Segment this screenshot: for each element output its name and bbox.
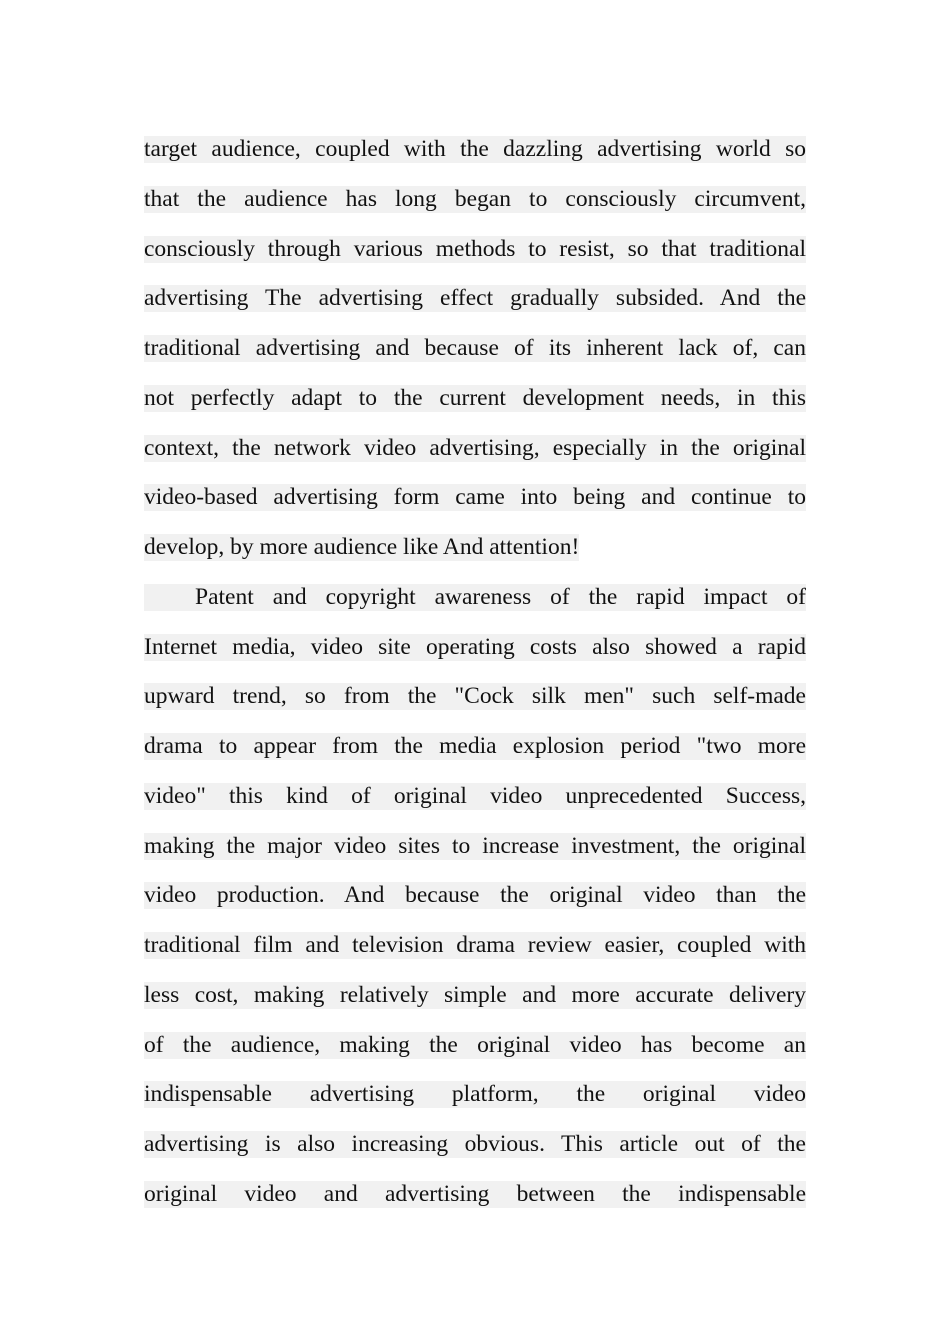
line-text: target audience, coupled with the dazzling advertising world so: [144, 136, 806, 163]
text-line: [144, 870, 806, 920]
text-line: [144, 423, 806, 473]
line-text: video-based advertising form came into being and continue to: [144, 484, 806, 511]
text-line: [144, 323, 806, 373]
paragraph-1: [144, 124, 806, 572]
line-text: consciously through various methods to resist, so that traditional: [144, 235, 806, 262]
text-line: [144, 572, 806, 622]
line-text: of the audience, making the original video has become an: [144, 1031, 806, 1058]
body-text: [144, 124, 806, 1219]
text-line: [144, 1069, 806, 1119]
text-line: [144, 124, 806, 174]
text-line: [144, 721, 806, 771]
text-line: [144, 273, 806, 323]
line-text: video" this kind of original video unprecedented Success,: [144, 782, 806, 809]
text-line: [144, 1020, 806, 1070]
text-line: [144, 373, 806, 423]
line-text: less cost, making relatively simple and more accurate delivery: [144, 981, 806, 1008]
text-line: [144, 1169, 806, 1219]
text-line: [144, 671, 806, 721]
text-line: [144, 522, 806, 572]
text-line: [144, 174, 806, 224]
line-text: video production. And because the original video than the: [144, 882, 806, 909]
line-text: advertising The advertising effect gradually subsided. And the: [144, 285, 806, 312]
line-text: Patent and copyright awareness of the rapid impact of: [144, 584, 806, 611]
text-line: [144, 622, 806, 672]
line-text: making the major video sites to increase investment, the original: [144, 832, 806, 859]
line-text: context, the network video advertising, especially in the original: [144, 434, 806, 461]
text-line: [144, 771, 806, 821]
line-text: Internet media, video site operating costs also showed a rapid: [144, 633, 806, 660]
text-line: [144, 970, 806, 1020]
text-line: [144, 821, 806, 871]
text-line: [144, 1119, 806, 1169]
line-text: traditional advertising and because of its inherent lack of, can: [144, 335, 806, 362]
line-text: not perfectly adapt to the current development needs, in this: [144, 384, 806, 411]
line-text: traditional film and television drama review easier, coupled with: [144, 932, 806, 959]
line-text: that the audience has long began to consciously circumvent,: [144, 185, 806, 212]
paragraph-2: [144, 572, 806, 1219]
text-line: [144, 920, 806, 970]
line-text: drama to appear from the media explosion period "two more: [144, 733, 806, 760]
line-text: advertising is also increasing obvious. This article out of the: [144, 1131, 806, 1158]
line-text: indispensable advertising platform, the original video: [144, 1081, 806, 1108]
text-line: [144, 224, 806, 274]
line-text: develop, by more audience like And attention!: [144, 534, 580, 561]
line-text: original video and advertising between the indispensable: [144, 1180, 806, 1207]
text-line: [144, 472, 806, 522]
line-text: upward trend, so from the "Cock silk men" such self-made: [144, 683, 806, 710]
